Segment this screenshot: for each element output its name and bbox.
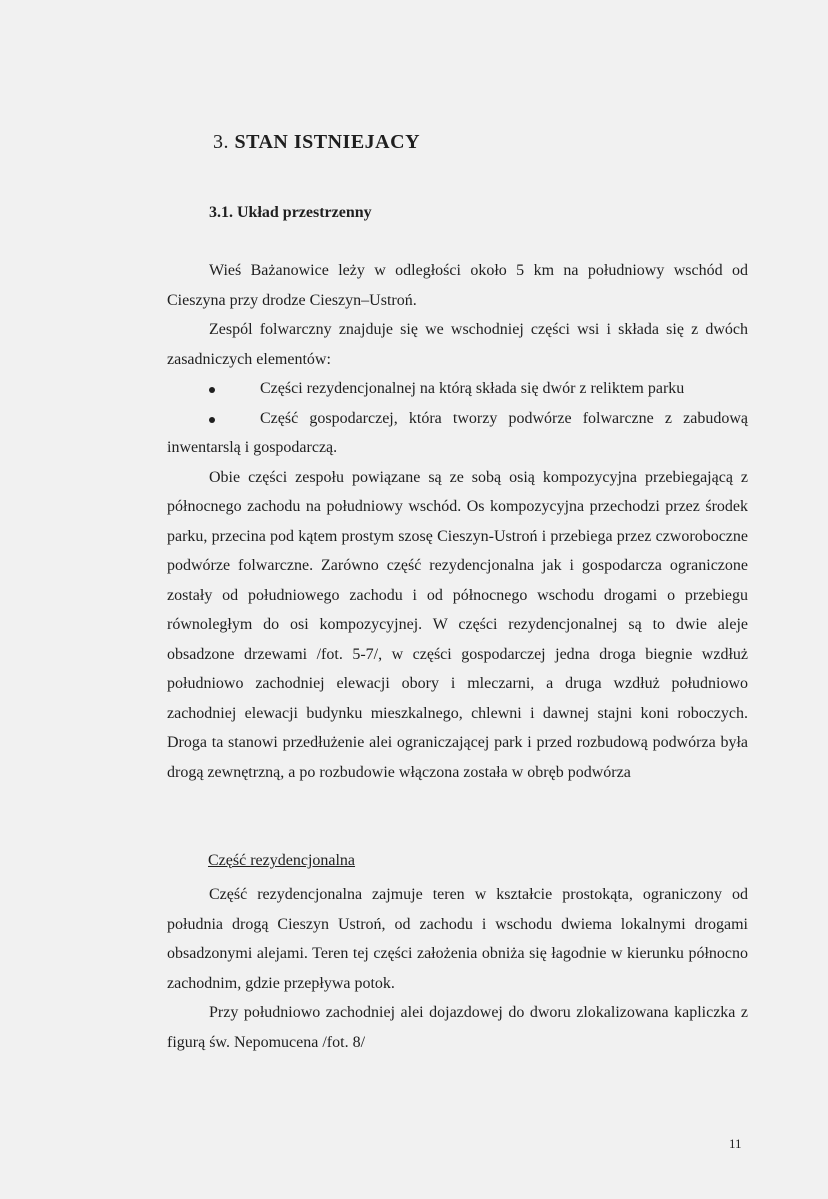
list-item-text: Części rezydencjonalnej na którą składa się dwór z reliktem parku (260, 380, 685, 397)
subsection-title: Część rezydencjonalna (208, 852, 356, 869)
list-item-text: Część gospodarczej, która tworzy podwórze folwarczne z zabudową inwentarslą i gospodarczą. (167, 409, 748, 456)
paragraph: Zespól folwarczny znajduje się we wschodniej części wsi i składa się z dwóch zasadniczych elementów: (167, 321, 748, 368)
list-item (167, 404, 748, 463)
chapter-title: STAN ISTNIEJACY (234, 131, 421, 153)
chapter-heading (213, 131, 420, 154)
bullet-icon (209, 387, 215, 393)
section-heading: 3.1. Układ przestrzenny (209, 204, 372, 221)
paragraph: Obie części zespołu powiązane są ze sobą osią kompozycyjna przebiegającą z północnego zachodu na południowy wschód. Os kompozycyjna przechodzi przez środek parku, przecina pod kątem prostym szosę Cieszyn-Ustroń i przebiega przez czworoboczne podwórze folwarczne. Zarówno część rezydencjonalna jak i gospodarcza ograniczone zostały od południowego zachodu i od północnego wschodu drogami o przebiegu równoległym do osi kompozycyjnej. W części rezydencjonalnej są to dwie aleje obsadzone drzewami /fot. 5-7/, w części gospodarczej jedna droga biegnie wzdłuż południowo zachodniej elewacji obory i mleczarni, a druga wzdłuż południowo zachodniej elewacji budynku mieszkalnego, chlewni i dawnej stajni koni roboczych. Droga ta stanowi przedłużenie alei ograniczającej park i przed rozbudową podwórza była drogą zewnętrzną, a po rozbudowie włączona została w obręb podwórza (167, 468, 748, 781)
page-number: 11 (729, 1136, 742, 1151)
paragraph: Przy południowo zachodniej alei dojazdowej do dworu zlokalizowana kapliczka z figurą św. Nepomucena /fot. 8/ (167, 1004, 748, 1051)
paragraph: Wieś Bażanowice leży w odległości około 5 km na południowy wschód od Cieszyna przy drodze Cieszyn–Ustroń. (167, 262, 748, 309)
text-block-residential-part (167, 880, 748, 1057)
list-item (167, 374, 748, 404)
text-block-spatial-layout (167, 256, 748, 787)
bullet-icon (209, 417, 215, 423)
chapter-number: 3. (213, 131, 229, 153)
paragraph: Część rezydencjonalna zajmuje teren w kształcie prostokąta, ograniczony od południa drogą Cieszyn Ustroń, od zachodu i wschodu dwiema lokalnymi drogami obsadzonymi alejami. Teren tej części założenia obniża się łagodnie w kierunku północno zachodnim, gdzie przepływa potok. (167, 886, 748, 992)
